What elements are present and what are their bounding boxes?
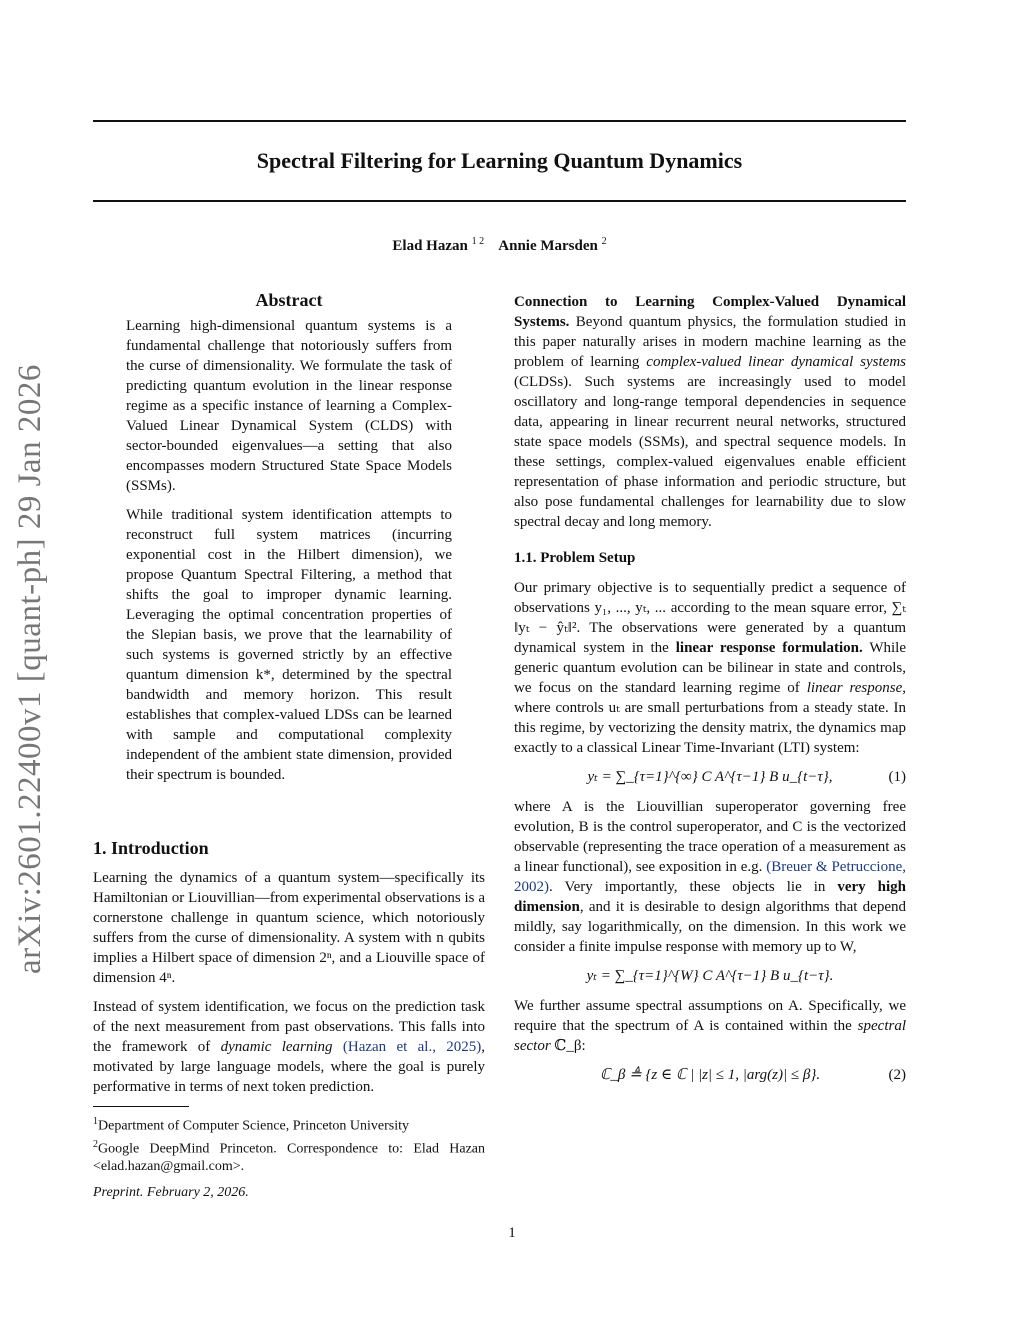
equation-fir — [514, 966, 906, 986]
author-1: Elad Hazan — [392, 238, 468, 254]
equation-1-body: yₜ = ∑_{τ=1}^{∞} C A^{τ−1} B u_{t−τ}, — [587, 769, 833, 785]
arxiv-identifier: arXiv:2601.22400v1 [quant-ph] 29 Jan 2026 — [12, 364, 48, 974]
abstract-paragraph-2: While traditional system identification attempts to reconstruct full system matrices (incurring exponential cost in the Hilbert dimension), we propose Quantum Spectral Filtering, a method that shifts the goal to improper dynamic learning. Leveraging the optimal concentration properties of the Slepian basis, we prove that the learnability of such systems is governed strictly by an effective quantum dimension k*, determined by the spectral bandwidth and memory horizon. This result establishes that complex-valued LDSs can be learned with sample and computational complexity independent of the ambient state dimension, provided their spectrum is bounded. — [126, 507, 452, 783]
connection-paragraph: Connection to Learning Complex-Valued Dynamical Systems. Beyond quantum physics, the formulation studied in this paper naturally arises in modern machine learning as the problem of learning complex-valued linear dynamical systems (CLDSs). Such systems are increasingly used to model oscillatory and long-range temporal dependencies in sequence data, appearing in linear recurrent neural networks, structured state space models (SSMs), and spectral sequence models. In these settings, complex-valued eigenvalues enable efficient representation of phase information and periodic structure, but also pose fundamental challenges for learnability due to slow spectral decay and long memory. — [514, 294, 907, 530]
paper-title: Spectral Filtering for Learning Quantum Dynamics — [256, 148, 743, 173]
where-paragraph: where A is the Liouvillian superoperator governing free evolution, B is the control superoperator, and C is the vectorized observable (representing the trace operation of a measurement as a linear functional), see exposition in e.g. (Breuer & Petruccione, 2002). Very importantly, these objects lie in very high dimension, and it is desirable to design algorithms that depend mildly, say logarithmically, on the dimension. In this work we consider a finite impulse response with memory up to W, — [514, 799, 907, 955]
equation-2-body: ℂ_β ≜ {z ∈ ℂ | |z| ≤ 1, |arg(z)| ≤ β}. — [599, 1067, 821, 1083]
footnotes — [93, 1113, 485, 1176]
page-number: 1 — [508, 1225, 516, 1241]
equation-1-number: (1) — [888, 769, 906, 785]
equation-1 — [514, 767, 906, 787]
connection-heading: Connection to Learning Complex-Valued Dynamical Systems. — [514, 294, 906, 330]
abstract-paragraph-1: Learning high-dimensional quantum systems is a fundamental challenge that notoriously suffers from the curse of dimensionality. We formulate the task of predicting quantum evolution in the linear response regime as a specific instance of learning a Complex-Valued Linear Dynamical System (CLDS) with sector-bounded eigenvalues—a setting that also encompasses modern Structured State Space Models (SSMs). — [126, 318, 452, 494]
author-line — [93, 236, 906, 255]
author-1-affil: 1 2 — [471, 236, 485, 247]
intro-paragraph-2: Instead of system identification, we focus on the prediction task of the next measurement from past observations. This falls into the framework of dynamic learning (Hazan et al., 2025), motivated by large language models, where the goal is purely performative in terms of next token prediction. — [93, 999, 486, 1095]
equation-2-number: (2) — [888, 1067, 906, 1083]
problem-setup-paragraph: Our primary objective is to sequentially predict a sequence of observations y₁, ..., yₜ, ... according to the mean square error, ∑ₜ ‖yₜ − ŷₜ‖². The observations were generated by a quantum dynamical system in the linear response formulation. While generic quantum evolution can be bilinear in state and controls, we focus on the standard learning regime of linear response, where controls uₜ are small perturbations from a steady state. In this regime, by vectorizing the density matrix, the dynamics map exactly to a classical Linear Time-Invariant (LTI) system: — [514, 580, 907, 756]
title-top-rule — [93, 120, 906, 122]
introduction-heading: 1. Introduction — [93, 838, 209, 858]
right-column — [514, 292, 906, 1095]
footnote-2: $^2$Google DeepMind Princeton. Correspondence to: Elad Hazan <elad.hazan@gmail.com>. — [93, 1138, 485, 1175]
preprint-date: Preprint. February 2, 2026. — [93, 1185, 249, 1200]
citation-breuer-2002[interactable]: (Breuer & Petruccione, 2002) — [514, 859, 907, 895]
intro-paragraph-1: Learning the dynamics of a quantum system—specifically its Hamiltonian or Liouvillian—from experimental observations is a cornerstone challenge in quantum science, which notoriously suffers from the curse of dimensionality. A system with n qubits implies a Hilbert space of dimension 2ⁿ, and a Liouville space of dimension 4ⁿ. — [93, 870, 485, 986]
abstract-heading: Abstract — [255, 290, 323, 310]
footnote-rule — [93, 1106, 189, 1107]
dynamic-learning-term: dynamic learning — [220, 1039, 333, 1055]
abstract-block — [126, 290, 452, 794]
title-bottom-rule — [93, 200, 906, 202]
author-2-affil: 2 — [601, 236, 607, 247]
footnote-1: $^1$Department of Computer Science, Princeton University — [93, 1116, 410, 1134]
citation-hazan-2025[interactable]: (Hazan et al., 2025) — [342, 1039, 482, 1055]
equation-2 — [514, 1065, 906, 1085]
equation-fir-body: yₜ = ∑_{τ=1}^{W} C A^{τ−1} B u_{t−τ}. — [586, 968, 834, 984]
introduction-section — [93, 838, 485, 1176]
author-2: Annie Marsden — [498, 238, 598, 254]
assumption-paragraph: We further assume spectral assumptions on A. Specifically, we require that the spectrum of A is contained within the spectral sector ℂ_β: — [514, 998, 906, 1054]
problem-setup-heading: 1.1. Problem Setup — [514, 550, 636, 566]
